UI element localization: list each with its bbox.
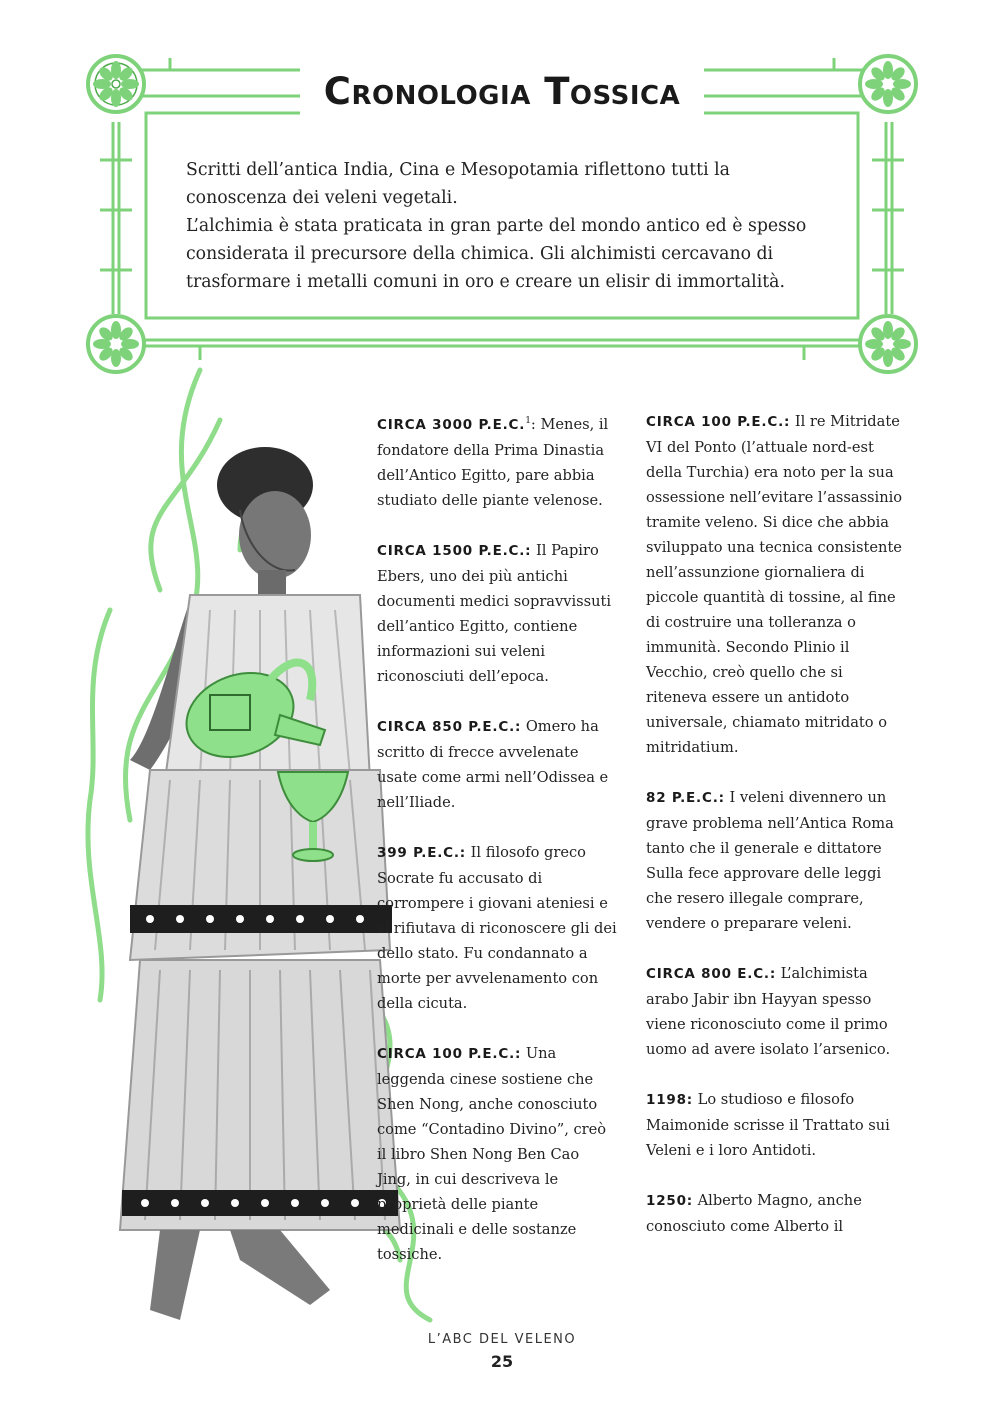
entry-text: I veleni divennero un grave problema nell’Antica Roma tanto che il generale e dittatore Sulla fece approvare delle leggi che resero illegale comprare, vendere o preparare veleni. — [646, 789, 894, 932]
timeline-entry — [377, 1041, 617, 1267]
entry-date: CIRCA 800 E.C.: — [646, 966, 777, 982]
rosette-bottom-right — [860, 316, 916, 372]
entry-date: CIRCA 100 P.E.C.: — [377, 1045, 522, 1062]
timeline-entry — [377, 840, 617, 1016]
entry-date: 399 P.E.C.: — [377, 844, 467, 861]
woman-figure — [120, 447, 400, 1320]
entry-text: L’alchimista arabo Jabir ibn Hayyan spesso viene riconosciuto come il primo uomo ad avere isolato l’arsenico. — [646, 965, 891, 1058]
timeline-column-right — [646, 409, 906, 1264]
entry-date: CIRCA 3000 P.E.C. — [377, 416, 526, 433]
entry-date: CIRCA 850 P.E.C.: — [377, 718, 522, 735]
timeline-entry — [646, 785, 906, 936]
entry-text: Il re Mitridate VI del Ponto (l’attuale nord-est della Turchia) era noto per la sua ossessione nell’evitare l’assassinio tramite veleno. Si dice che abbia sviluppato una tecnica consistente nell’assunzione giornaliera di piccole quantità di tossine, al fine di costruire una tolleranza o immunità. Secondo Plinio il Vecchio, creò quello che si riteneva essere un antidoto universale, chiamato mitridato o mitridatium. — [646, 413, 903, 756]
timeline-entry — [377, 714, 617, 815]
entry-date: 1198: — [646, 1092, 693, 1108]
page-title: Cronologia Tossica — [300, 62, 704, 122]
timeline-entry — [646, 961, 906, 1062]
timeline-entry — [646, 409, 906, 760]
intro-paragraph: Scritti dell’antica India, Cina e Mesopotamia riflettono tutti la conoscenza dei veleni vegetali. — [186, 160, 730, 208]
rosette-top-right — [860, 56, 916, 112]
intro-paragraph: L’alchimia è stata praticata in gran parte del mondo antico ed è spesso considerata il precursore della chimica. Gli alchimisti cercavano di trasformare i metalli comuni in oro e creare un elisir di immortalità. — [186, 216, 807, 292]
timeline-column-left — [377, 409, 617, 1292]
timeline-entry — [646, 1087, 906, 1163]
entry-date: 1250: — [646, 1193, 693, 1209]
footnote-mark: 1 — [525, 416, 531, 426]
entry-date: CIRCA 1500 P.E.C.: — [377, 542, 532, 559]
entry-text: Lo studioso e filosofo Maimonide scrisse il Trattato sui Veleni e i loro Antidoti. — [646, 1091, 890, 1159]
timeline-entry — [377, 409, 617, 513]
timeline-entry — [646, 1188, 906, 1239]
entry-text: Il filosofo greco Socrate fu accusato di corrompere i giovani ateniesi e si rifiutava di riconoscere gli dei dello stato. Fu condannato a morte per avvelenamento con della cicuta. — [377, 843, 617, 1012]
entry-text: Una leggenda cinese sostiene che Shen Nong, anche conosciuto come “Contadino Divino”, creò il libro Shen Nong Ben Cao Jing, in cui descriveva le proprietà delle piante medicinali e delle sostanze tossiche. — [377, 1044, 607, 1263]
entry-text: : Menes, il fondatore della Prima Dinastia dell’Antico Egitto, pare abbia studiato delle piante velenose. — [377, 415, 609, 509]
entry-text: Alberto Magno, anche conosciuto come Alberto il — [646, 1192, 862, 1235]
entry-date: CIRCA 100 P.E.C.: — [646, 414, 791, 430]
entry-text: Omero ha scritto di frecce avvelenate usate come armi nell’Odissea e nell’Iliade. — [377, 717, 609, 811]
page-number: 25 — [490, 1352, 514, 1371]
intro-text — [186, 156, 826, 296]
running-footer: L’ABC DEL VELENO — [427, 1332, 577, 1347]
entry-date: 82 P.E.C.: — [646, 790, 725, 806]
entry-text: Il Papiro Ebers, uno dei più antichi documenti medici sopravvissuti dell’antico Egitto, contiene informazioni sui veleni riconosciuti dell’epoca. — [377, 541, 612, 685]
rosette-top-left — [88, 56, 144, 112]
timeline-entry — [377, 538, 617, 689]
